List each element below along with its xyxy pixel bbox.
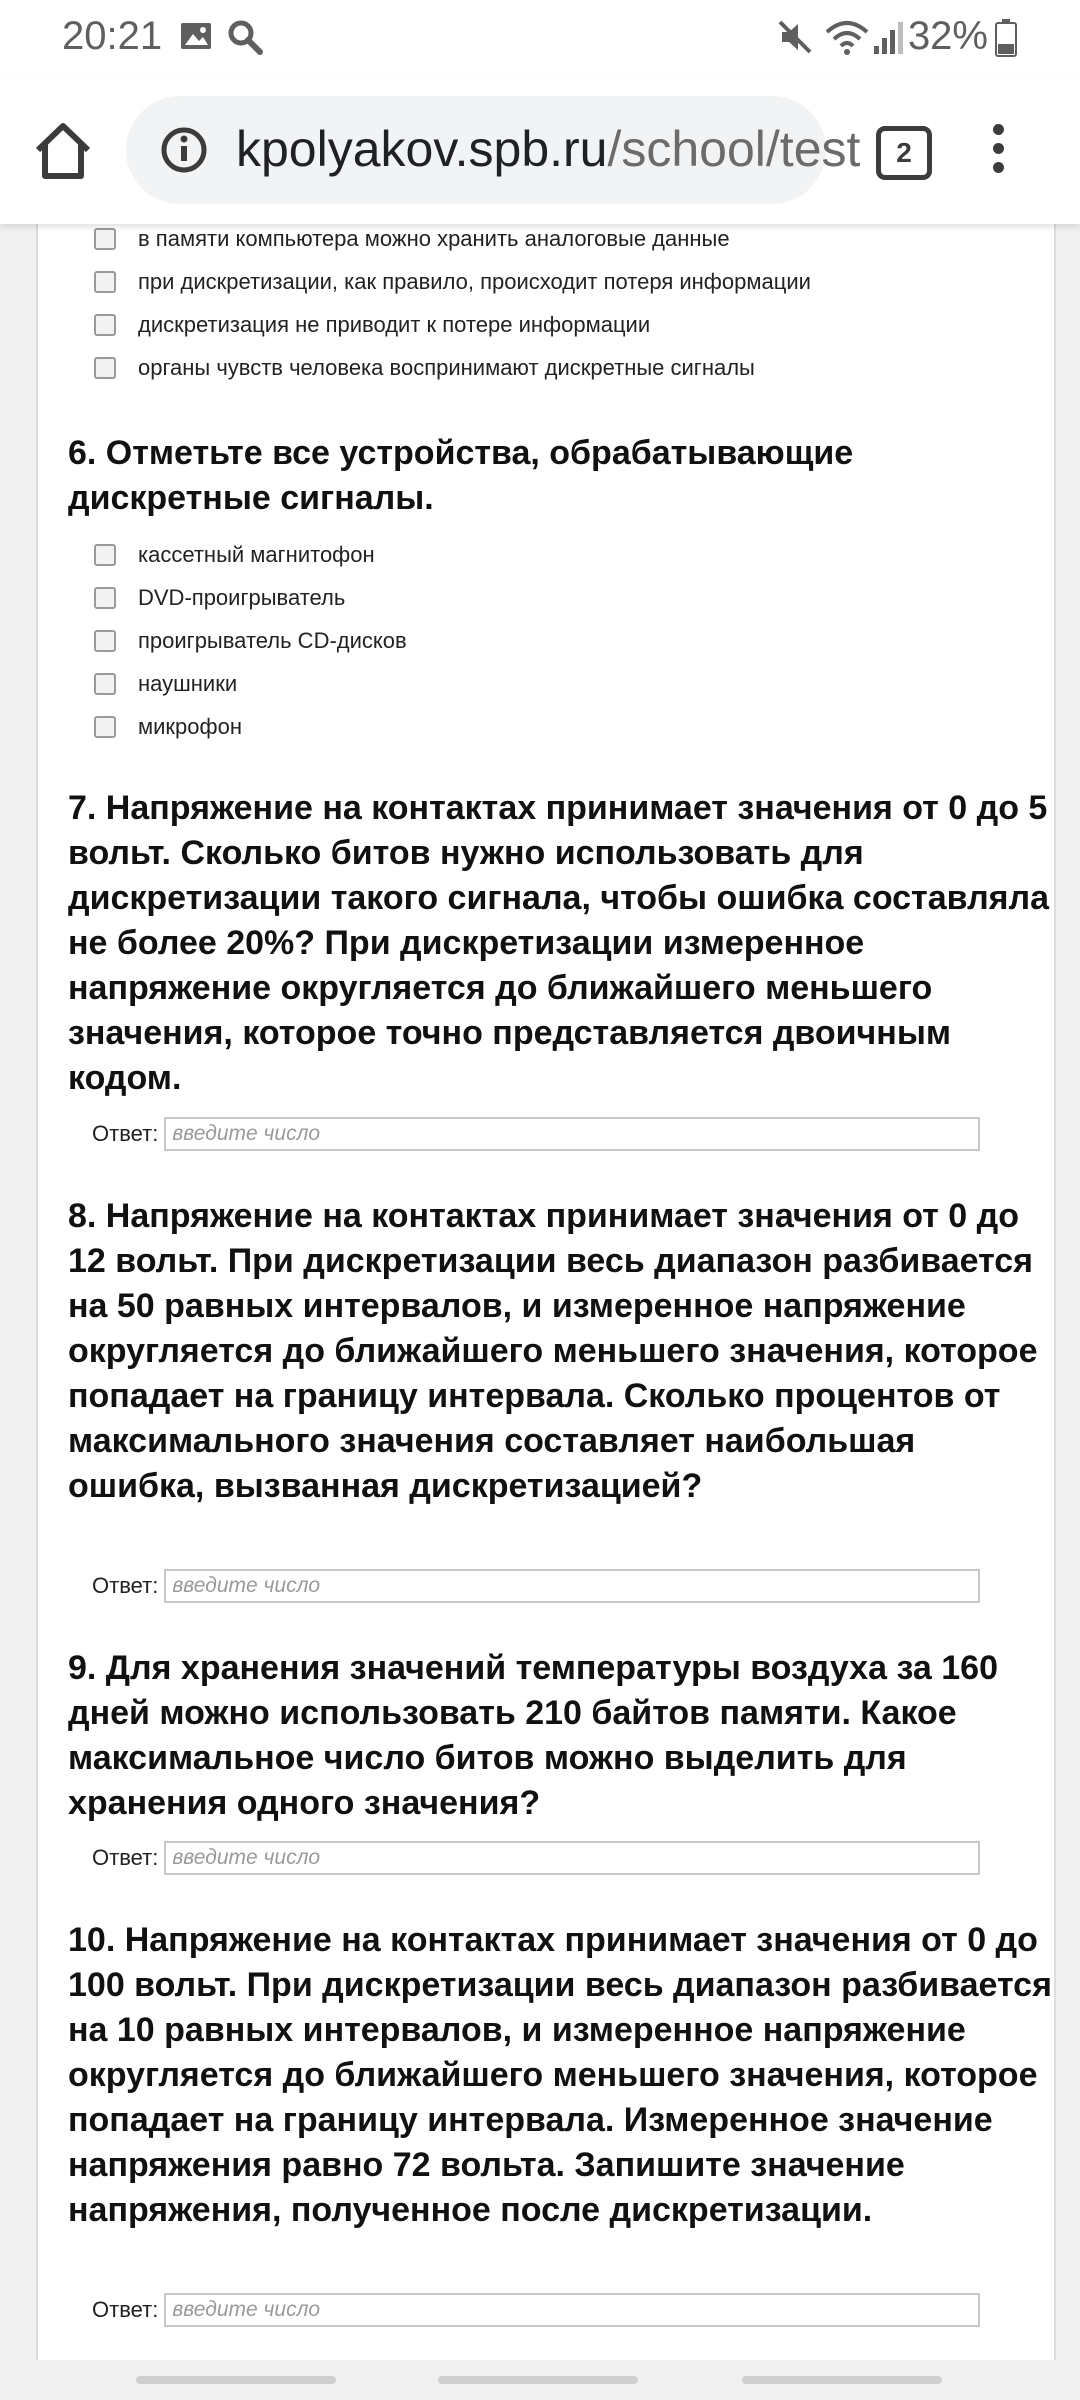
option-label: кассетный магнитофон — [138, 542, 375, 567]
tab-switcher-button[interactable]: 2 — [876, 126, 932, 180]
wifi-icon — [824, 18, 870, 58]
menu-icon[interactable] — [988, 124, 1008, 184]
url-host: kpolyakov.spb.ru — [236, 121, 608, 177]
option-label: проигрыватель CD-дисков — [138, 628, 407, 653]
signal-icon — [872, 18, 908, 56]
answer-row-9 — [92, 1838, 980, 1878]
battery-icon — [994, 18, 1018, 58]
answer-label: Ответ: — [92, 1121, 159, 1146]
option-label: микрофон — [138, 714, 242, 739]
answer-input-9[interactable] — [164, 1841, 980, 1875]
page-content — [36, 224, 1056, 2360]
question-7-text: 7. Напряжение на контактах принимает значения от 0 до 5 вольт. Сколько битов нужно использовать для дискретизации такого сигнала, чтобы ошибка составляла не более 20%? При дискретизации измеренное напряжение округляется до ближайшего меньшего значения, которое точно представляется двоичным кодом. — [68, 789, 1050, 1097]
answer-label: Ответ: — [92, 1845, 159, 1870]
checkbox[interactable] — [94, 630, 116, 652]
answer-label: Ответ: — [92, 2297, 159, 2322]
nav-back-handle[interactable] — [742, 2376, 942, 2384]
option-row[interactable] — [94, 624, 407, 658]
nav-recents-handle[interactable] — [136, 2376, 336, 2384]
option-row[interactable] — [94, 667, 237, 701]
answer-label: Ответ: — [92, 1573, 159, 1598]
nav-home-handle[interactable] — [438, 2376, 638, 2384]
option-row[interactable] — [94, 538, 375, 572]
answer-row-7 — [92, 1114, 980, 1154]
option-row[interactable] — [94, 222, 730, 256]
url-path: /school/test — [607, 121, 861, 177]
option-label: в памяти компьютера можно хранить аналоговые данные — [138, 226, 730, 251]
checkbox[interactable] — [94, 544, 116, 566]
gallery-icon — [178, 18, 214, 54]
option-label: наушники — [138, 671, 238, 696]
checkbox[interactable] — [94, 271, 116, 293]
option-label: дискретизация не приводит к потере информации — [138, 312, 651, 337]
answer-input-8[interactable] — [164, 1569, 980, 1603]
question-10-text: 10. Напряжение на контактах принимает значения от 0 до 100 вольт. При дискретизации весь диапазон разбивается на 10 равных интервалов, и измеренное напряжение округляется до ближайшего меньшего значения, которое попадает на границу интервала. Измеренное значение напряжения равно 72 вольта. Запишите значение напряжения, полученное после дискретизации. — [68, 1921, 1052, 2229]
answer-input-10[interactable] — [164, 2293, 980, 2327]
mute-icon — [776, 18, 814, 56]
answer-input-7[interactable] — [164, 1117, 980, 1151]
battery-percent: 32% — [907, 14, 988, 58]
option-row[interactable] — [94, 710, 242, 744]
status-bar — [0, 0, 1080, 78]
checkbox[interactable] — [94, 314, 116, 336]
info-icon[interactable] — [160, 126, 208, 174]
checkbox[interactable] — [94, 587, 116, 609]
home-icon[interactable] — [30, 118, 96, 184]
question-6-text: 6. Отметьте все устройства, обрабатывающие дискретные сигналы. — [68, 434, 854, 517]
checkbox[interactable] — [94, 716, 116, 738]
question-9-text: 9. Для хранения значений температуры воздуха за 160 дней можно использовать 210 байтов памяти. Какое максимальное число битов можно выделить для хранения одного значения? — [68, 1649, 998, 1822]
option-row[interactable] — [94, 265, 811, 299]
option-row[interactable] — [94, 581, 345, 615]
checkbox[interactable] — [94, 357, 116, 379]
option-label: DVD-проигрыватель — [138, 585, 346, 610]
option-row[interactable] — [94, 308, 650, 342]
answer-row-8 — [92, 1566, 980, 1606]
answer-row-10 — [92, 2290, 980, 2330]
browser-toolbar — [0, 78, 1080, 224]
search-icon — [226, 18, 264, 56]
checkbox[interactable] — [94, 673, 116, 695]
checkbox[interactable] — [94, 228, 116, 250]
status-time: 20:21 — [62, 14, 163, 58]
option-row[interactable] — [94, 351, 755, 385]
question-8-text: 8. Напряжение на контактах принимает значения от 0 до 12 вольт. При дискретизации весь диапазон разбивается на 50 равных интервалов, и измеренное напряжение округляется до ближайшего меньшего значения, которое попадает на границу интервала. Сколько процентов от максимального значения составляет наибольшая ошибка, вызванная дискретизацией? — [68, 1197, 1038, 1505]
navigation-bar — [0, 2360, 1080, 2400]
option-label: при дискретизации, как правило, происходит потеря информации — [138, 269, 811, 294]
option-label: органы чувств человека воспринимают дискретные сигналы — [138, 355, 755, 380]
url-text[interactable] — [236, 120, 860, 178]
address-bar[interactable] — [126, 96, 861, 204]
